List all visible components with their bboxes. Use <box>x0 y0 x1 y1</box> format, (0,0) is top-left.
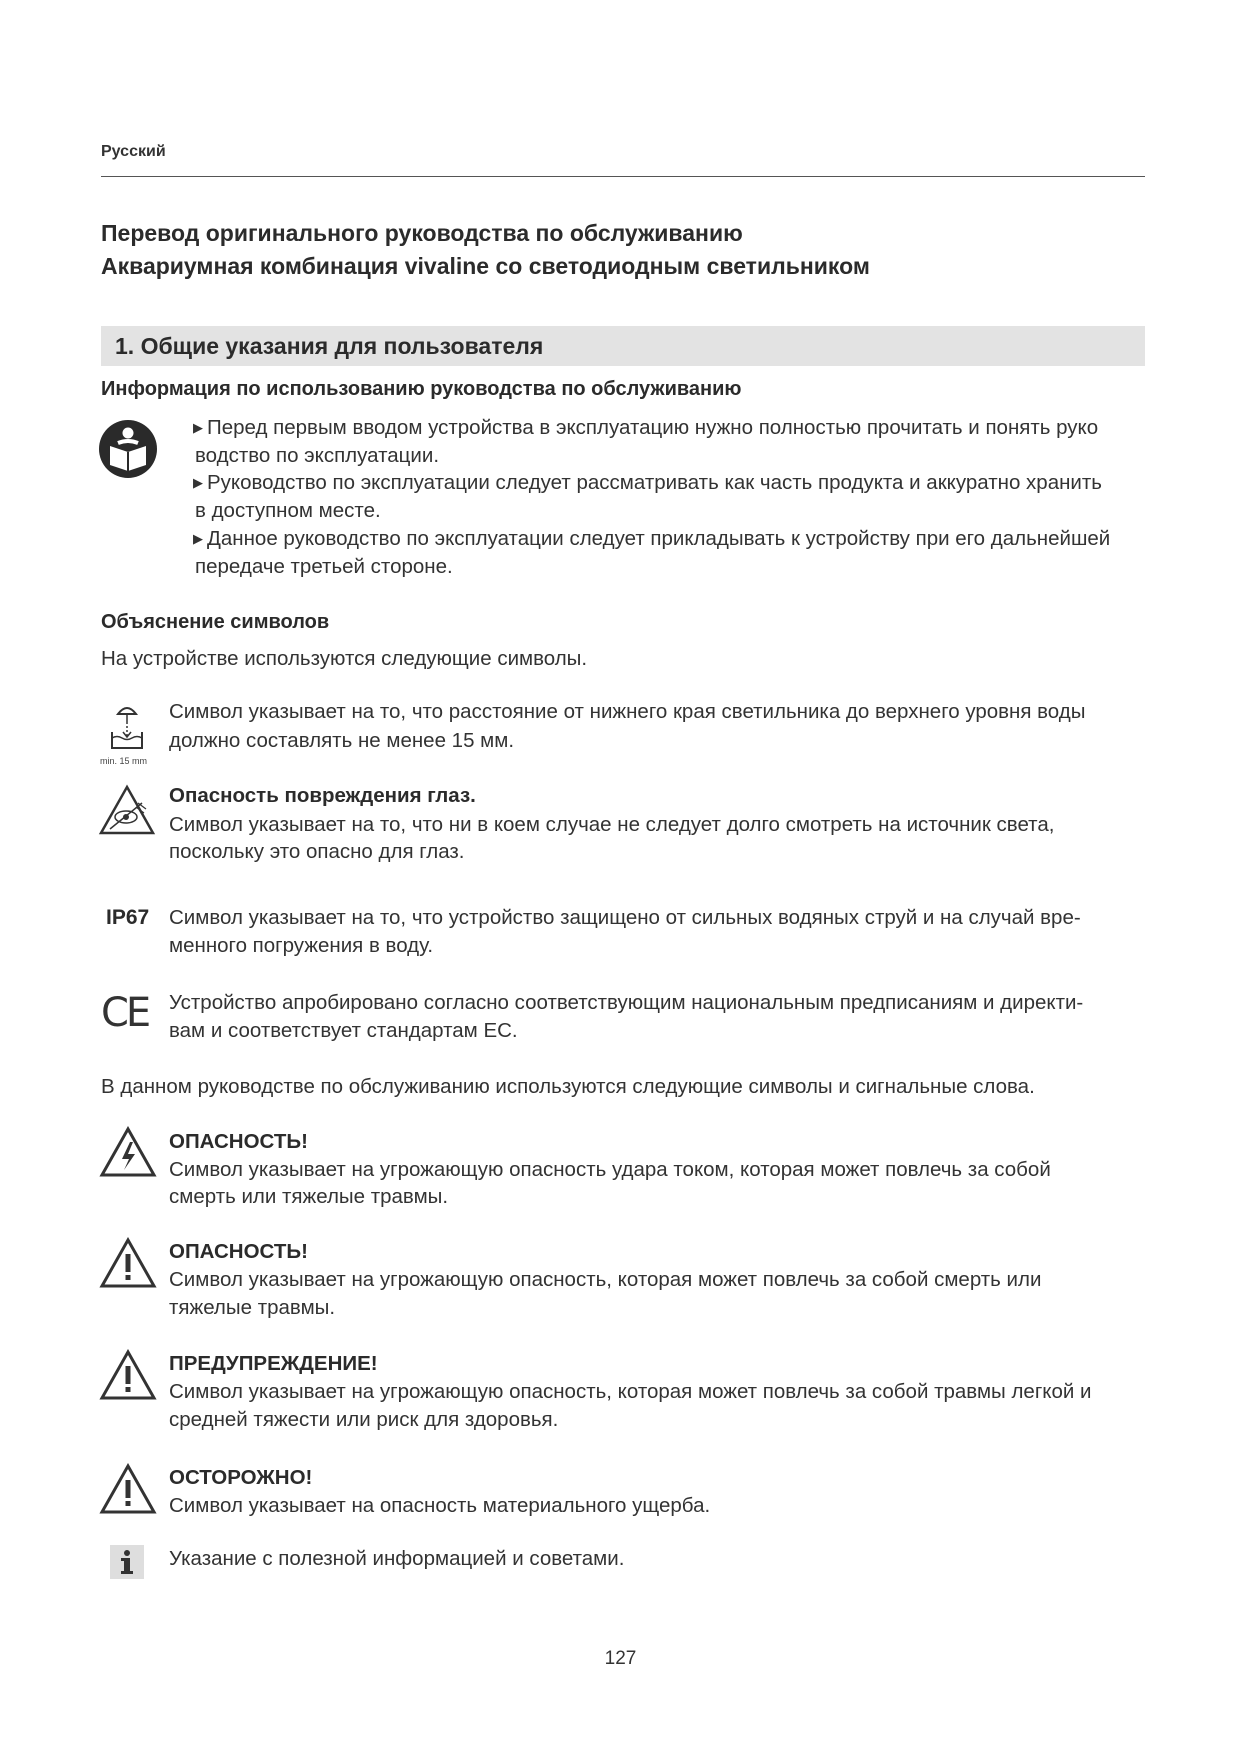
symbol-1-line2: должно составлять не менее 15 мм. <box>169 729 515 752</box>
warning-triangle-icon <box>99 1463 157 1515</box>
signal-1-line1: Символ указывает на угрожающую опасность удара током, которая может повлечь за собой <box>169 1158 1051 1181</box>
symbol-3-line2: менного погружения в воду. <box>169 934 434 957</box>
symbol-2-line1: Символ указывает на то, что ни в коем случае не следует долго смотреть на источник света, <box>169 813 1055 836</box>
manual-bullet-2-cont: в доступном месте. <box>195 499 381 522</box>
manual-bullet-1: ▶ Перед первым вводом устройства в эксплуатацию нужно полностью прочитать и понять руко <box>193 414 1098 442</box>
bullet-arrow-icon: ▶ <box>193 420 203 435</box>
symbol-3-line1: Символ указывает на то, что устройство защищено от сильных водяных струй и на случай вре- <box>169 906 1081 929</box>
signal-2-title: ОПАСНОСТЬ! <box>169 1240 308 1263</box>
symbol-4-line1: Устройство апробировано согласно соответствующим национальным предписаниям и директи- <box>169 991 1084 1014</box>
read-manual-icon <box>98 419 158 479</box>
manual-info-heading: Информация по использованию руководства по обслуживанию <box>101 378 742 400</box>
section-heading: 1. Общие указания для пользователя <box>115 333 544 359</box>
signal-3-title: ПРЕДУПРЕЖДЕНИЕ! <box>169 1352 378 1375</box>
electric-hazard-icon <box>99 1126 157 1178</box>
signal-2-line1: Символ указывает на угрожающую опасность, которая может повлечь за собой смерть или <box>169 1268 1042 1291</box>
symbols-intro: На устройстве используются следующие символы. <box>101 647 588 670</box>
document-title-line2: Аквариумная комбинация vivaline со светодиодным светильником <box>101 253 870 279</box>
symbol-2-title: Опасность повреждения глаз. <box>169 784 476 807</box>
signal-4-line1: Символ указывает на опасность материального ущерба. <box>169 1494 711 1517</box>
signal-5-line1: Указание с полезной информацией и советами. <box>169 1547 625 1570</box>
section-heading-bar <box>101 326 1145 366</box>
min-distance-label: min. 15 mm <box>100 756 148 766</box>
language-label: Русский <box>101 143 166 160</box>
symbols-heading: Объяснение символов <box>101 611 330 633</box>
symbol-2-line2: поскольку это опасно для глаз. <box>169 840 465 863</box>
signal-2-line2: тяжелые травмы. <box>169 1296 336 1319</box>
ip67-label: IP67 <box>106 906 150 929</box>
warning-triangle-icon <box>99 1237 157 1289</box>
signal-3-line1: Символ указывает на угрожающую опасность, которая может повлечь за собой травмы легкой и <box>169 1380 1092 1403</box>
signal-3-line2: средней тяжести или риск для здоровья. <box>169 1408 559 1431</box>
manual-bullet-3: ▶ Данное руководство по эксплуатации следует прикладывать к устройству при его дальнейшей <box>193 525 1110 553</box>
bullet-arrow-icon: ▶ <box>193 531 203 546</box>
info-icon <box>110 1545 144 1579</box>
symbol-4-line2: вам и соответствует стандартам ЕС. <box>169 1019 518 1042</box>
signal-1-title: ОПАСНОСТЬ! <box>169 1130 308 1153</box>
document-title-line1: Перевод оригинального руководства по обслуживанию <box>101 220 743 246</box>
page-number: 127 <box>604 1648 637 1669</box>
manual-bullet-2: ▶ Руководство по эксплуатации следует рассматривать как часть продукта и аккуратно хранить <box>193 469 1102 497</box>
warning-triangle-icon <box>99 1349 157 1401</box>
eye-hazard-icon <box>98 783 156 837</box>
signal-4-title: ОСТОРОЖНО! <box>169 1466 313 1489</box>
bullet-arrow-icon: ▶ <box>193 475 203 490</box>
manual-bullet-1-cont: водство по эксплуатации. <box>195 444 440 467</box>
ce-mark-icon: CE <box>101 990 149 1036</box>
min-distance-icon <box>100 700 154 772</box>
symbol-1-line1: Символ указывает на то, что расстояние от нижнего края светильника до верхнего уровня воды <box>169 700 1086 723</box>
signal-1-line2: смерть или тяжелые травмы. <box>169 1185 449 1208</box>
manual-bullet-3-cont: передаче третьей стороне. <box>195 555 453 578</box>
signals-intro: В данном руководстве по обслуживанию используются следующие символы и сигнальные слова. <box>101 1075 1035 1098</box>
header-divider <box>101 176 1145 177</box>
